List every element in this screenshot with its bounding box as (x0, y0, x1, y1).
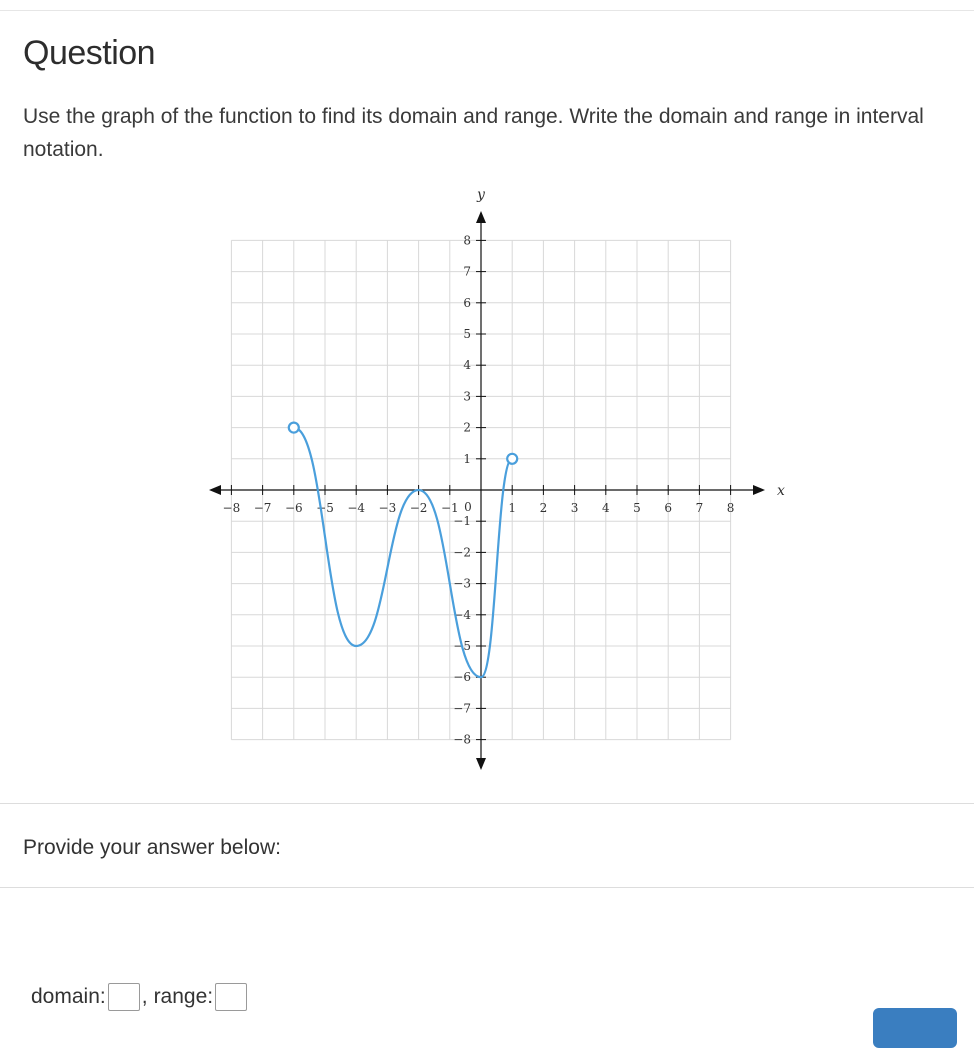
x-tick-label: −2 (409, 501, 428, 515)
y-tick-label: 8 (463, 233, 471, 248)
y-axis-arrow-up (476, 211, 486, 223)
section-divider (0, 887, 974, 888)
x-tick-label: 7 (695, 501, 704, 515)
x-tick-label: −1 (440, 501, 459, 515)
x-tick-label: −8 (222, 501, 241, 515)
y-tick-label: 2 (463, 420, 471, 435)
x-tick-label: 6 (664, 501, 673, 515)
question-prompt: Use the graph of the function to find its domain and range. Write the domain and range in interval notation. (23, 105, 924, 161)
origin-label: 0 (464, 500, 472, 514)
submit-button[interactable] (873, 1008, 957, 1048)
y-tick-label: 1 (463, 451, 471, 466)
domain-label: domain: (31, 985, 106, 1008)
range-label: range: (153, 985, 214, 1008)
question-title: Question (23, 34, 156, 72)
y-tick-label: −1 (453, 514, 471, 529)
y-tick-label: 4 (463, 358, 471, 373)
x-tick-label: −5 (316, 501, 334, 515)
y-tick-label: −8 (453, 732, 471, 747)
x-tick-label: −6 (284, 501, 303, 515)
provide-answer-label: Provide your answer below: (23, 836, 281, 859)
y-tick-label: −5 (453, 639, 471, 653)
open-endpoint (289, 423, 299, 433)
x-tick-label: 4 (601, 501, 610, 515)
y-tick-label: −3 (453, 576, 471, 591)
x-tick-label: −3 (378, 501, 397, 515)
axes (209, 211, 765, 770)
x-axis-arrow-right (753, 485, 765, 495)
x-tick-label: −4 (347, 501, 366, 515)
answer-row (31, 983, 249, 1011)
y-tick-label: −7 (453, 701, 471, 716)
x-tick-label: 8 (726, 501, 735, 515)
y-tick-label: 6 (463, 295, 471, 310)
x-tick-label: 2 (539, 501, 548, 515)
function-graph (195, 185, 795, 790)
tick-labels (223, 187, 785, 747)
range-input[interactable] (215, 983, 247, 1011)
separator: , (141, 985, 148, 1008)
y-axis-label: y (477, 187, 485, 203)
open-endpoint (507, 454, 517, 464)
x-axis-arrow-left (209, 485, 221, 495)
x-tick-label: −7 (253, 501, 272, 515)
top-divider (0, 10, 974, 11)
x-tick-label: 5 (633, 501, 641, 515)
y-tick-label: 3 (463, 389, 471, 404)
domain-input[interactable] (108, 983, 140, 1011)
function-curve (289, 420, 517, 678)
x-tick-label: 1 (508, 501, 517, 515)
y-tick-label: −4 (453, 607, 471, 622)
x-axis-label: x (777, 483, 785, 499)
graph-svg (195, 185, 795, 785)
section-divider (0, 803, 974, 804)
y-tick-label: 7 (463, 264, 471, 279)
x-tick-label: 3 (570, 501, 579, 515)
y-tick-label: −2 (453, 545, 471, 560)
y-tick-label: 5 (463, 327, 471, 341)
y-axis-arrow-down (476, 758, 486, 770)
y-tick-label: −6 (453, 670, 471, 685)
